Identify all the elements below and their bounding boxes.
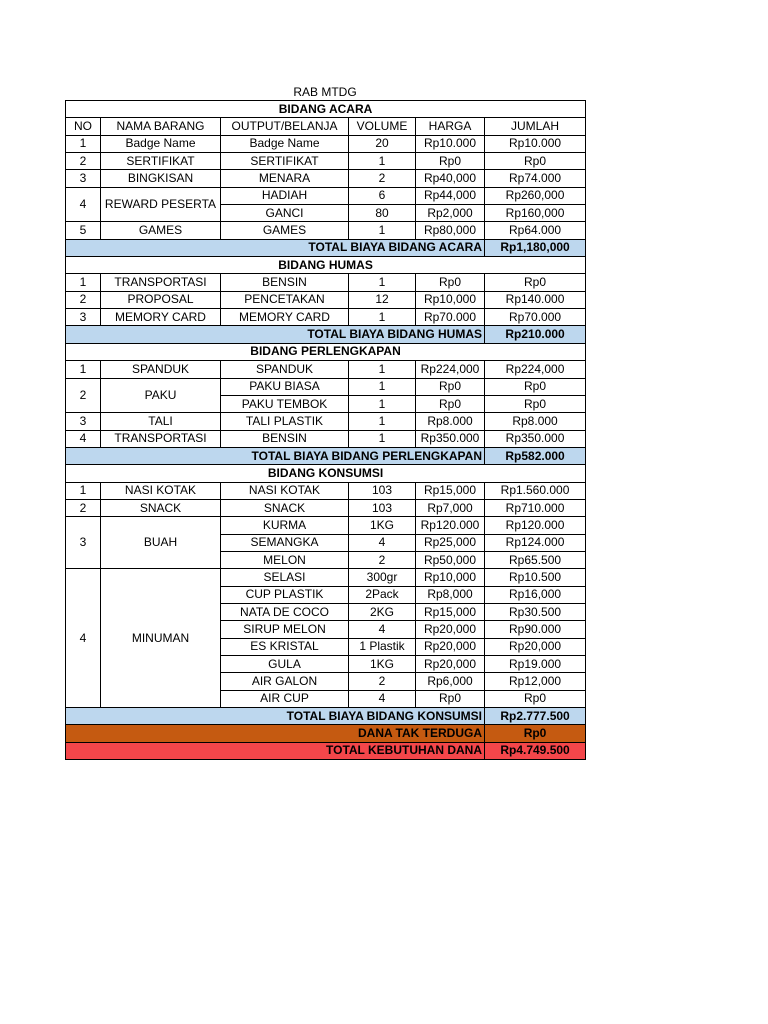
item-name: TALI [101, 413, 221, 430]
amount-cell: Rp124.000 [485, 534, 586, 551]
table-row [66, 569, 586, 586]
sheet-title: RAB MTDG [293, 85, 357, 99]
output-cell: MENARA [221, 170, 349, 187]
item-name: NASI KOTAK [101, 482, 221, 499]
column-header: HARGA [416, 118, 485, 135]
section-total-label: TOTAL BIAYA BIDANG KONSUMSI [66, 708, 485, 725]
volume-cell: 2 [349, 170, 416, 187]
amount-cell: Rp10.000 [485, 135, 586, 152]
item-name: BUAH [101, 517, 221, 569]
price-cell: Rp25,000 [416, 534, 485, 551]
output-cell: SEMANGKA [221, 534, 349, 551]
output-cell: SERTIFIKAT [221, 153, 349, 170]
output-cell: MELON [221, 551, 349, 568]
table-row [66, 291, 586, 308]
item-name: BINGKISAN [101, 170, 221, 187]
amount-cell: Rp8.000 [485, 413, 586, 430]
item-name: TRANSPORTASI [101, 430, 221, 447]
dana-tak-terduga-value: Rp0 [485, 725, 586, 742]
price-cell: Rp224,000 [416, 361, 485, 378]
column-header-row [66, 118, 586, 135]
price-cell: Rp40,000 [416, 170, 485, 187]
amount-cell: Rp70.000 [485, 309, 586, 326]
price-cell: Rp120.000 [416, 517, 485, 534]
amount-cell: Rp74.000 [485, 170, 586, 187]
price-cell: Rp15,000 [416, 482, 485, 499]
volume-cell: 103 [349, 482, 416, 499]
budget-sheet [65, 84, 585, 760]
item-number: 3 [66, 170, 101, 187]
volume-cell: 1 [349, 361, 416, 378]
price-cell: Rp0 [416, 274, 485, 291]
price-cell: Rp70.000 [416, 309, 485, 326]
amount-cell: Rp0 [485, 274, 586, 291]
output-cell: NASI KOTAK [221, 482, 349, 499]
section-total-label: TOTAL BIAYA BIDANG HUMAS [66, 326, 485, 343]
volume-cell: 1 [349, 430, 416, 447]
output-cell: CUP PLASTIK [221, 586, 349, 603]
volume-cell: 1 [349, 378, 416, 395]
price-cell: Rp80,000 [416, 222, 485, 239]
volume-cell: 300gr [349, 569, 416, 586]
output-cell: BENSIN [221, 274, 349, 291]
section-total-value: Rp1,180,000 [485, 239, 586, 256]
table-row [66, 430, 586, 447]
item-number: 1 [66, 361, 101, 378]
table-row [66, 274, 586, 291]
price-cell: Rp6,000 [416, 673, 485, 690]
section-total-label: TOTAL BIAYA BIDANG ACARA [66, 239, 485, 256]
table-row [66, 361, 586, 378]
section-total-row [66, 326, 586, 343]
amount-cell: Rp0 [485, 378, 586, 395]
output-cell: GULA [221, 656, 349, 673]
section-total-row [66, 447, 586, 464]
volume-cell: 2 [349, 673, 416, 690]
output-cell: GANCI [221, 205, 349, 222]
item-number: 1 [66, 482, 101, 499]
amount-cell: Rp12,000 [485, 673, 586, 690]
section-title: BIDANG KONSUMSI [66, 465, 586, 482]
output-cell: SPANDUK [221, 361, 349, 378]
output-cell: HADIAH [221, 187, 349, 204]
price-cell: Rp44,000 [416, 187, 485, 204]
item-name: Badge Name [101, 135, 221, 152]
amount-cell: Rp65.500 [485, 551, 586, 568]
amount-cell: Rp19.000 [485, 656, 586, 673]
item-number: 1 [66, 135, 101, 152]
section-total-value: Rp582.000 [485, 447, 586, 464]
amount-cell: Rp0 [485, 690, 586, 707]
output-cell: GAMES [221, 222, 349, 239]
volume-cell: 1 [349, 222, 416, 239]
volume-cell: 1 [349, 309, 416, 326]
volume-cell: 2Pack [349, 586, 416, 603]
amount-cell: Rp160,000 [485, 205, 586, 222]
table-row [66, 135, 586, 152]
amount-cell: Rp260,000 [485, 187, 586, 204]
output-cell: PAKU BIASA [221, 378, 349, 395]
volume-cell: 12 [349, 291, 416, 308]
column-header: OUTPUT/BELANJA [221, 118, 349, 135]
item-number: 4 [66, 187, 101, 222]
budget-table [65, 100, 586, 760]
item-name: PAKU [101, 378, 221, 413]
section-title: BIDANG ACARA [66, 101, 586, 118]
section-title: BIDANG PERLENGKAPAN [66, 343, 586, 360]
column-header: NAMA BARANG [101, 118, 221, 135]
item-number: 4 [66, 569, 101, 708]
item-name: SERTIFIKAT [101, 153, 221, 170]
item-number: 2 [66, 499, 101, 516]
table-row [66, 413, 586, 430]
volume-cell: 1KG [349, 656, 416, 673]
item-name: SNACK [101, 499, 221, 516]
output-cell: SNACK [221, 499, 349, 516]
table-row [66, 309, 586, 326]
volume-cell: 4 [349, 534, 416, 551]
table-row [66, 482, 586, 499]
price-cell: Rp0 [416, 395, 485, 412]
item-number: 4 [66, 430, 101, 447]
output-cell: KURMA [221, 517, 349, 534]
output-cell: BENSIN [221, 430, 349, 447]
amount-cell: Rp16,000 [485, 586, 586, 603]
output-cell: SIRUP MELON [221, 621, 349, 638]
amount-cell: Rp1.560.000 [485, 482, 586, 499]
dana-tak-terduga-label: DANA TAK TERDUGA [66, 725, 485, 742]
price-cell: Rp20,000 [416, 638, 485, 655]
item-number: 3 [66, 517, 101, 569]
output-cell: NATA DE COCO [221, 603, 349, 620]
section-header-row [66, 101, 586, 118]
amount-cell: Rp64.000 [485, 222, 586, 239]
column-header: NO [66, 118, 101, 135]
volume-cell: 1KG [349, 517, 416, 534]
amount-cell: Rp140.000 [485, 291, 586, 308]
amount-cell: Rp350.000 [485, 430, 586, 447]
column-header: JUMLAH [485, 118, 586, 135]
amount-cell: Rp30.500 [485, 603, 586, 620]
price-cell: Rp2,000 [416, 205, 485, 222]
price-cell: Rp8,000 [416, 586, 485, 603]
output-cell: Badge Name [221, 135, 349, 152]
volume-cell: 20 [349, 135, 416, 152]
section-header-row [66, 257, 586, 274]
output-cell: PAKU TEMBOK [221, 395, 349, 412]
price-cell: Rp0 [416, 378, 485, 395]
grand-total-label: TOTAL KEBUTUHAN DANA [66, 742, 485, 759]
table-row [66, 222, 586, 239]
price-cell: Rp10,000 [416, 569, 485, 586]
output-cell: MEMORY CARD [221, 309, 349, 326]
section-total-label: TOTAL BIAYA BIDANG PERLENGKAPAN [66, 447, 485, 464]
amount-cell: Rp10.500 [485, 569, 586, 586]
price-cell: Rp10.000 [416, 135, 485, 152]
table-row [66, 187, 586, 204]
volume-cell: 1 [349, 153, 416, 170]
section-header-row [66, 343, 586, 360]
item-name: MEMORY CARD [101, 309, 221, 326]
amount-cell: Rp0 [485, 395, 586, 412]
column-header: VOLUME [349, 118, 416, 135]
item-name: GAMES [101, 222, 221, 239]
price-cell: Rp8.000 [416, 413, 485, 430]
volume-cell: 80 [349, 205, 416, 222]
price-cell: Rp350.000 [416, 430, 485, 447]
item-number: 2 [66, 378, 101, 413]
amount-cell: Rp710.000 [485, 499, 586, 516]
price-cell: Rp20,000 [416, 656, 485, 673]
table-row [66, 499, 586, 516]
dana-tak-terduga-row [66, 725, 586, 742]
amount-cell: Rp90.000 [485, 621, 586, 638]
section-total-row [66, 708, 586, 725]
volume-cell: 103 [349, 499, 416, 516]
volume-cell: 2KG [349, 603, 416, 620]
section-title: BIDANG HUMAS [66, 257, 586, 274]
table-row [66, 170, 586, 187]
item-number: 3 [66, 413, 101, 430]
item-name: SPANDUK [101, 361, 221, 378]
output-cell: TALI PLASTIK [221, 413, 349, 430]
item-number: 1 [66, 274, 101, 291]
output-cell: AIR GALON [221, 673, 349, 690]
grand-total-value: Rp4.749.500 [485, 742, 586, 759]
volume-cell: 4 [349, 690, 416, 707]
item-name: MINUMAN [101, 569, 221, 708]
output-cell: SELASI [221, 569, 349, 586]
amount-cell: Rp224,000 [485, 361, 586, 378]
amount-cell: Rp0 [485, 153, 586, 170]
output-cell: PENCETAKAN [221, 291, 349, 308]
grand-total-row [66, 742, 586, 759]
price-cell: Rp10,000 [416, 291, 485, 308]
output-cell: AIR CUP [221, 690, 349, 707]
volume-cell: 6 [349, 187, 416, 204]
table-row [66, 153, 586, 170]
item-number: 5 [66, 222, 101, 239]
volume-cell: 2 [349, 551, 416, 568]
amount-cell: Rp20,000 [485, 638, 586, 655]
section-header-row [66, 465, 586, 482]
price-cell: Rp0 [416, 690, 485, 707]
volume-cell: 1 [349, 395, 416, 412]
volume-cell: 1 Plastik [349, 638, 416, 655]
volume-cell: 4 [349, 621, 416, 638]
item-name: REWARD PESERTA [101, 187, 221, 222]
volume-cell: 1 [349, 274, 416, 291]
table-row [66, 517, 586, 534]
section-total-row [66, 239, 586, 256]
price-cell: Rp20,000 [416, 621, 485, 638]
section-total-value: Rp2.777.500 [485, 708, 586, 725]
price-cell: Rp15,000 [416, 603, 485, 620]
price-cell: Rp0 [416, 153, 485, 170]
section-total-value: Rp210.000 [485, 326, 586, 343]
item-number: 2 [66, 153, 101, 170]
amount-cell: Rp120.000 [485, 517, 586, 534]
volume-cell: 1 [349, 413, 416, 430]
price-cell: Rp50,000 [416, 551, 485, 568]
item-number: 2 [66, 291, 101, 308]
output-cell: ES KRISTAL [221, 638, 349, 655]
table-row [66, 378, 586, 395]
item-name: TRANSPORTASI [101, 274, 221, 291]
item-number: 3 [66, 309, 101, 326]
price-cell: Rp7,000 [416, 499, 485, 516]
item-name: PROPOSAL [101, 291, 221, 308]
